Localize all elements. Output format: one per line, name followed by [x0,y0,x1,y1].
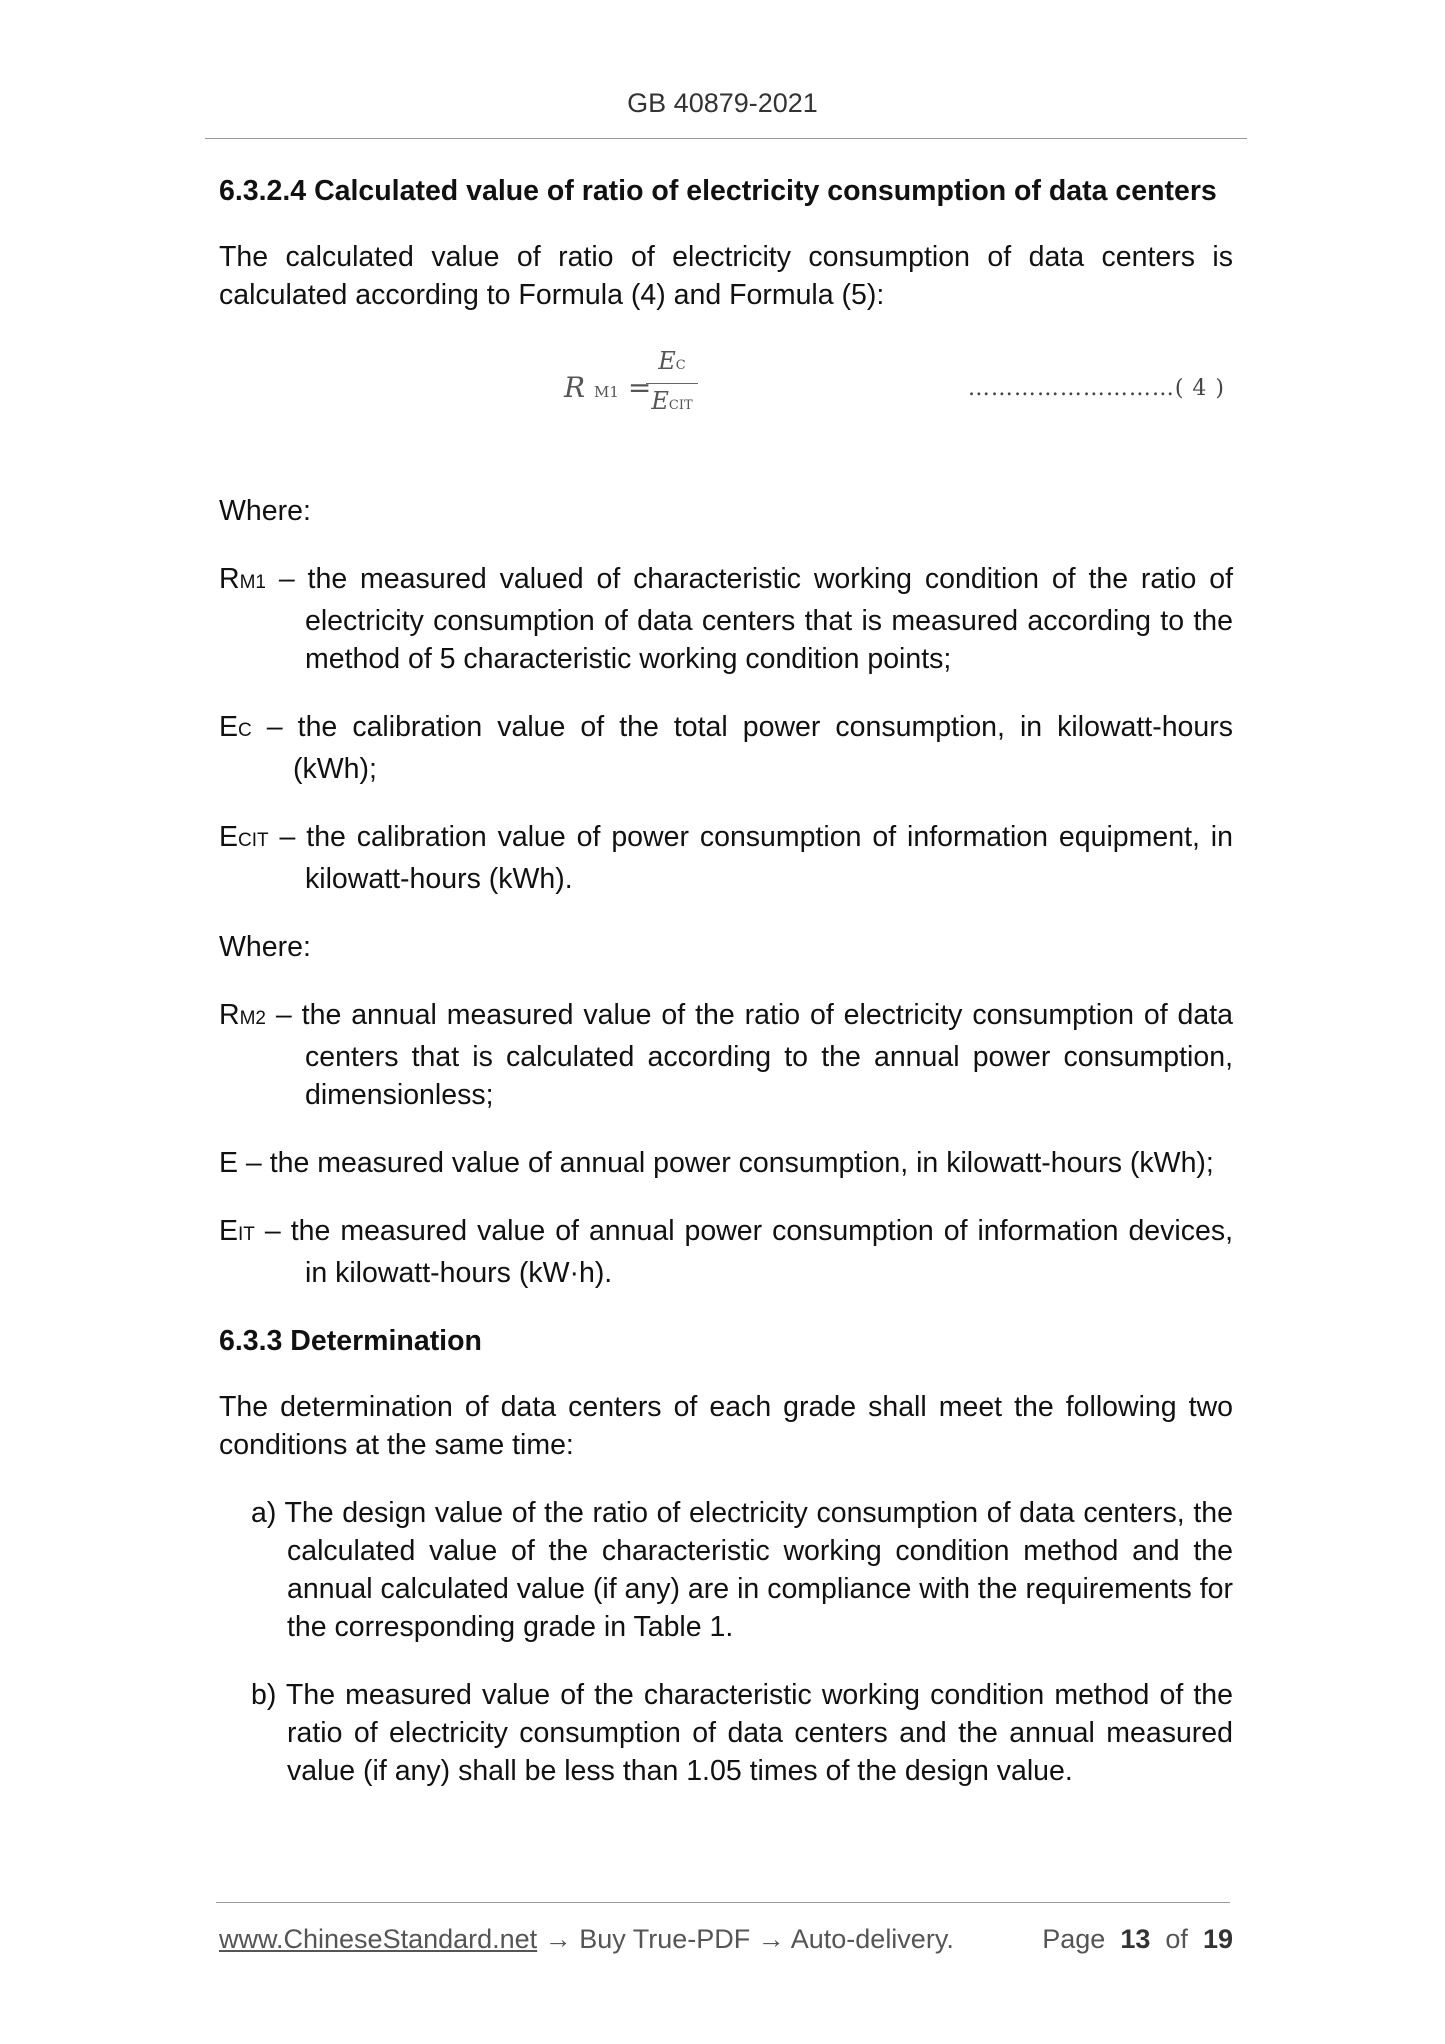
definition-eit: EIT – the measured value of annual power consumption of information devices, in kilowatt-hours (kW·h). [219,1215,1233,1289]
formula-4 [219,344,1233,454]
footer-divider [216,1902,1230,1903]
definition-ec: EC – the calibration value of the total power consumption, in kilowatt-hours (kWh); [219,711,1233,785]
formula-number: ………………………( 4 ) [967,376,1225,401]
section-intro-paragraph: The calculated value of ratio of electricity consumption of data centers is calculated according to Formula (4) and Formula (5): [219,241,1233,311]
definition-rm1: RM1 – the measured valued of characteristic working condition of the ratio of electricity consumption of data centers that is measured according to the method of 5 characteristic working condition points; [219,563,1233,675]
page-header: GB 40879-2021 [627,88,818,118]
formula-fraction [646,344,698,423]
current-page: 13 [1120,1924,1151,1954]
where-label-2: Where: [219,931,311,963]
formula-numerator: EC [658,347,686,375]
header-divider [205,138,1247,139]
where-label-1: Where: [219,495,311,527]
section-heading-6-3-3: 6.3.3 Determination [219,1325,482,1357]
list-item: a) The design value of the ratio of electricity consumption of data centers, the calculated value of the characteristic working condition method and the annual calculated value (if any) are in compliance with the requirements for the corresponding grade in Table 1. [251,1497,1233,1643]
determination-intro-paragraph: The determination of data centers of each grade shall meet the following two conditions at the same time: [219,1391,1233,1461]
footer-tagline: → Buy True-PDF → Auto-delivery. [537,1924,954,1954]
document-body [219,172,1233,1820]
page-footer [219,1924,1233,1955]
formula-denominator: ECIT [646,383,698,423]
total-pages: 19 [1202,1924,1233,1954]
definition-rm2: RM2 – the annual measured value of the ratio of electricity consumption of data centers that is calculated according to the annual power consumption, dimensionless; [219,999,1233,1111]
definition-e: E – the measured value of annual power consumption, in kilowatt-hours (kWh); [219,1147,1214,1179]
formula-lhs: R M1 = [564,371,652,404]
section-heading-6-3-2-4: 6.3.2.4 Calculated value of ratio of electricity consumption of data centers [219,175,1217,207]
page-number: Page 13 of 19 [1042,1924,1233,1954]
list-item: b) The measured value of the characteristic working condition method of the ratio of electricity consumption of data centers and the annual measured value (if any) shall be less than 1.05 times of the design value. [251,1679,1233,1787]
footer-link[interactable]: www.ChineseStandard.net [219,1924,538,1954]
definition-ecit: ECIT – the calibration value of power consumption of information equipment, in kilowatt-hours (kWh). [219,821,1233,895]
